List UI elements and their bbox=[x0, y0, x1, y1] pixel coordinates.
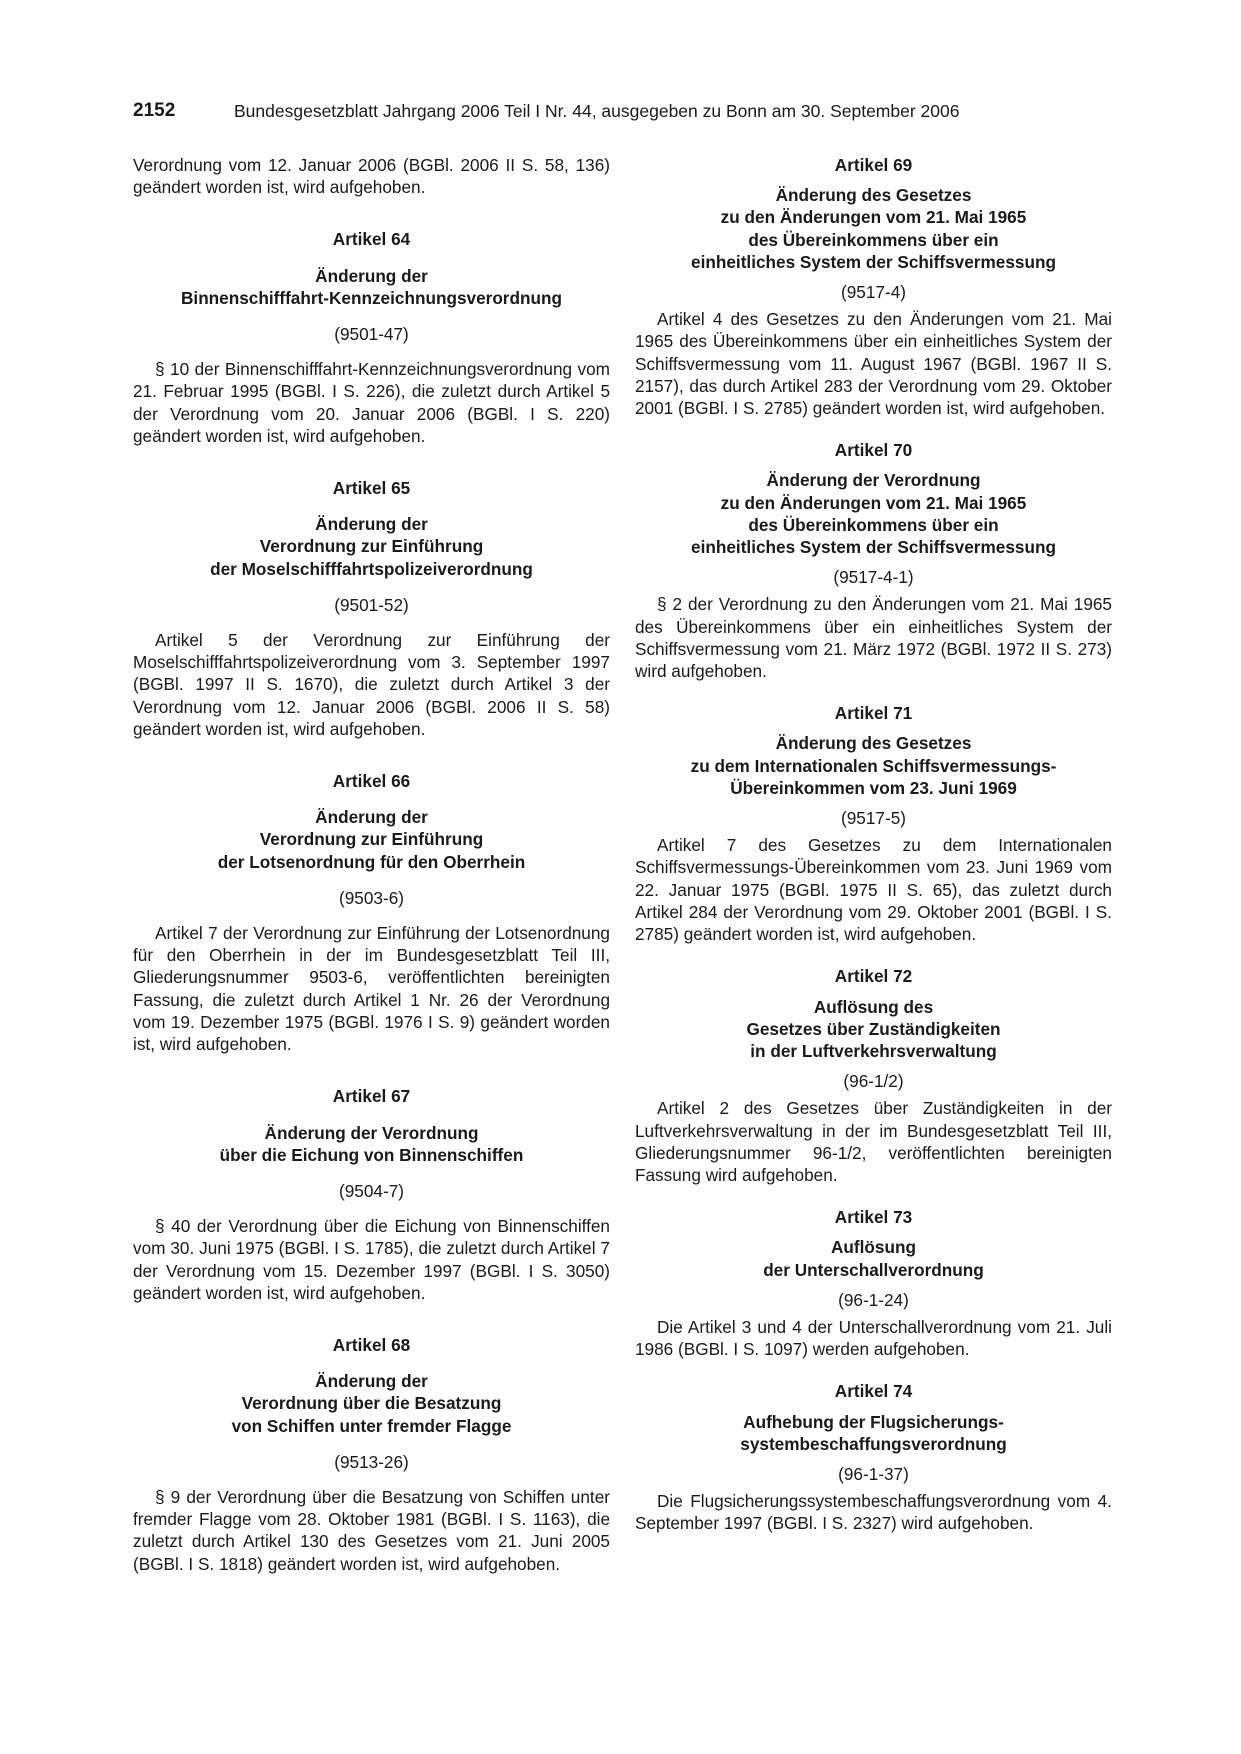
left-column bbox=[133, 154, 610, 1575]
article-72 bbox=[635, 965, 1112, 1186]
article-text: § 40 der Verordnung über die Eichung von Binnenschiffen vom 30. Juni 1975 (BGBl. I S. 1785), die zuletzt durch Artikel 7 der Verordnung vom 15. Dezember 1997 (BGBl. I S. 3050) geändert worden ist, wird aufgehoben. bbox=[133, 1216, 610, 1303]
article-gliederungsnummer: (9513-26) bbox=[334, 1451, 409, 1472]
article-gliederungsnummer: (9504-7) bbox=[339, 1180, 404, 1201]
article-number: Artikel 71 bbox=[834, 703, 913, 724]
article-number: Artikel 65 bbox=[332, 478, 411, 499]
article-gliederungsnummer: (9517-5) bbox=[841, 808, 906, 829]
article-number: Artikel 74 bbox=[834, 1381, 913, 1402]
article-66 bbox=[133, 770, 610, 1055]
article-text: Artikel 7 des Gesetzes zu dem Internationalen Schiffsvermessungs-Übereinkommen vom 23. Juni 1969 vom 22. Januar 1975 (BGBl. 1975 II S. 65), das zuletzt durch Artikel 284 der Verordnung vom 29. Oktober 2001 (BGBl. I S. 2785) geändert worden ist, wird aufgehoben. bbox=[635, 835, 1112, 945]
article-70 bbox=[635, 439, 1112, 682]
article-gliederungsnummer: (9501-47) bbox=[334, 324, 409, 345]
article-title: Änderung der Verordnung über die Besatzung von Schiffen unter fremder Flagge bbox=[231, 1371, 512, 1436]
page-number: 2152 bbox=[133, 100, 176, 121]
running-title: Bundesgesetzblatt Jahrgang 2006 Teil I Nr. 44, ausgegeben zu Bonn am 30. September 2006 bbox=[234, 101, 960, 121]
article-number: Artikel 64 bbox=[332, 229, 411, 250]
page-header bbox=[133, 100, 1108, 130]
article-title: Änderung der Binnenschifffahrt-Kennzeichnungsverordnung bbox=[181, 265, 562, 308]
article-title: Aufhebung der Flugsicherungs- systembeschaffungsverordnung bbox=[740, 1411, 1007, 1454]
article-number: Artikel 70 bbox=[834, 440, 913, 461]
article-title: Änderung der Verordnung zur Einführung der Lotsenordnung für den Oberrhein bbox=[217, 807, 526, 872]
article-gliederungsnummer: (96-1-24) bbox=[838, 1289, 909, 1310]
right-column bbox=[635, 154, 1112, 1535]
article-number: Artikel 68 bbox=[332, 1334, 411, 1355]
article-number: Artikel 69 bbox=[834, 155, 913, 175]
article-number: Artikel 66 bbox=[332, 771, 411, 792]
article-title: Änderung des Gesetzes zu dem Internationalen Schiffsvermessungs- Übereinkommen vom 23. Juni 1969 bbox=[690, 733, 1057, 798]
article-gliederungsnummer: (9501-52) bbox=[334, 594, 409, 615]
article-title: Änderung des Gesetzes zu den Änderungen vom 21. Mai 1965 des Übereinkommens über ein einheitliches System der Schiffsvermessung bbox=[691, 185, 1056, 272]
article-gliederungsnummer: (9517-4-1) bbox=[833, 567, 914, 588]
article-title: Auflösung der Unterschallverordnung bbox=[763, 1237, 984, 1280]
article-text: § 9 der Verordnung über die Besatzung von Schiffen unter fremder Flagge vom 28. Oktober 1981 (BGBl. I S. 1163), die zuletzt durch Artikel 130 des Gesetzes vom 21. Juni 2005 (BGBl. I S. 1818) geändert worden ist, wird aufgehoben. bbox=[133, 1486, 610, 1574]
article-number: Artikel 73 bbox=[834, 1207, 913, 1228]
continuation-paragraph: Verordnung vom 12. Januar 2006 (BGBl. 2006 II S. 58, 136) geändert worden ist, wird aufgehoben. bbox=[133, 155, 610, 198]
article-text: § 2 der Verordnung zu den Änderungen vom 21. Mai 1965 des Übereinkommens über ein einheitliches System der Schiffsvermessung vom 21. März 1972 (BGBl. 1972 II S. 273) wird aufgehoben. bbox=[635, 594, 1112, 682]
article-text: Artikel 7 der Verordnung zur Einführung der Lotsenordnung für den Oberrhein in der im Bundesgesetzblatt Teil III, Gliederungsnummer 9503-6, veröffentlichten bereinigten Fassung, die zuletzt durch Artikel 1 Nr. 26 der Verordnung vom 19. Dezember 1975 (BGBl. 1976 I S. 9) geändert worden ist, wird aufgehoben. bbox=[133, 923, 610, 1055]
article-gliederungsnummer: (9503-6) bbox=[339, 887, 404, 908]
article-74 bbox=[635, 1380, 1112, 1534]
article-gliederungsnummer: (96-1-37) bbox=[838, 1463, 909, 1484]
article-number: Artikel 72 bbox=[834, 966, 913, 987]
article-text: Die Flugsicherungssystembeschaffungsverordnung vom 4. September 1997 (BGBl. I S. 2327) wird aufgehoben. bbox=[635, 1491, 1112, 1534]
article-title: Änderung der Verordnung über die Eichung von Binnenschiffen bbox=[219, 1122, 524, 1165]
article-text: Artikel 4 des Gesetzes zu den Änderungen vom 21. Mai 1965 des Übereinkommens über ein einheitliches System der Schiffsvermessung vom 11. August 1967 (BGBl. 1967 II S. 2157), das durch Artikel 283 der Verordnung vom 29. Oktober 2001 (BGBl. I S. 2785) geändert worden ist, wird aufgehoben. bbox=[635, 309, 1112, 419]
article-text: Artikel 5 der Verordnung zur Einführung der Moselschifffahrtspolizeiverordnung vom 3. September 1997 (BGBl. 1997 II S. 1670), die zuletzt durch Artikel 3 der Verordnung vom 12. Januar 2006 (BGBl. 2006 II S. 58) geändert worden ist, wird aufgehoben. bbox=[133, 630, 610, 739]
article-text: Artikel 2 des Gesetzes über Zuständigkeiten in der Luftverkehrsverwaltung in der im Bundesgesetzblatt Teil III, Gliederungsnummer 96-1/2, veröffentlichten bereinigten Fassung wird aufgehoben. bbox=[635, 1098, 1112, 1185]
article-text: Die Artikel 3 und 4 der Unterschallverordnung vom 21. Juli 1986 (BGBl. I S. 1097) werden aufgehoben. bbox=[635, 1316, 1112, 1360]
article-title: Änderung der Verordnung zur Einführung der Moselschifffahrtspolizeiverordnung bbox=[210, 514, 533, 579]
article-title: Auflösung des Gesetzes über Zuständigkeiten in der Luftverkehrsverwaltung bbox=[746, 996, 1001, 1061]
article-title: Änderung der Verordnung zu den Änderungen vom 21. Mai 1965 des Übereinkommens über ein einheitliches System der Schiffsvermessung bbox=[691, 470, 1056, 558]
article-64 bbox=[133, 228, 610, 447]
article-number: Artikel 67 bbox=[332, 1086, 411, 1107]
article-65 bbox=[133, 477, 610, 740]
article-gliederungsnummer: (96-1/2) bbox=[843, 1071, 904, 1092]
article-71 bbox=[635, 702, 1112, 945]
article-67 bbox=[133, 1085, 610, 1304]
article-gliederungsnummer: (9517-4) bbox=[841, 282, 906, 303]
article-text: § 10 der Binnenschifffahrt-Kennzeichnungsverordnung vom 21. Februar 1995 (BGBl. I S. 226), die zuletzt durch Artikel 5 der Verordnung vom 20. Januar 2006 (BGBl. I S. 220) geändert worden ist, wird aufgehoben. bbox=[133, 359, 610, 446]
article-73 bbox=[635, 1206, 1112, 1360]
article-69 bbox=[635, 154, 1112, 419]
article-68 bbox=[133, 1334, 610, 1575]
